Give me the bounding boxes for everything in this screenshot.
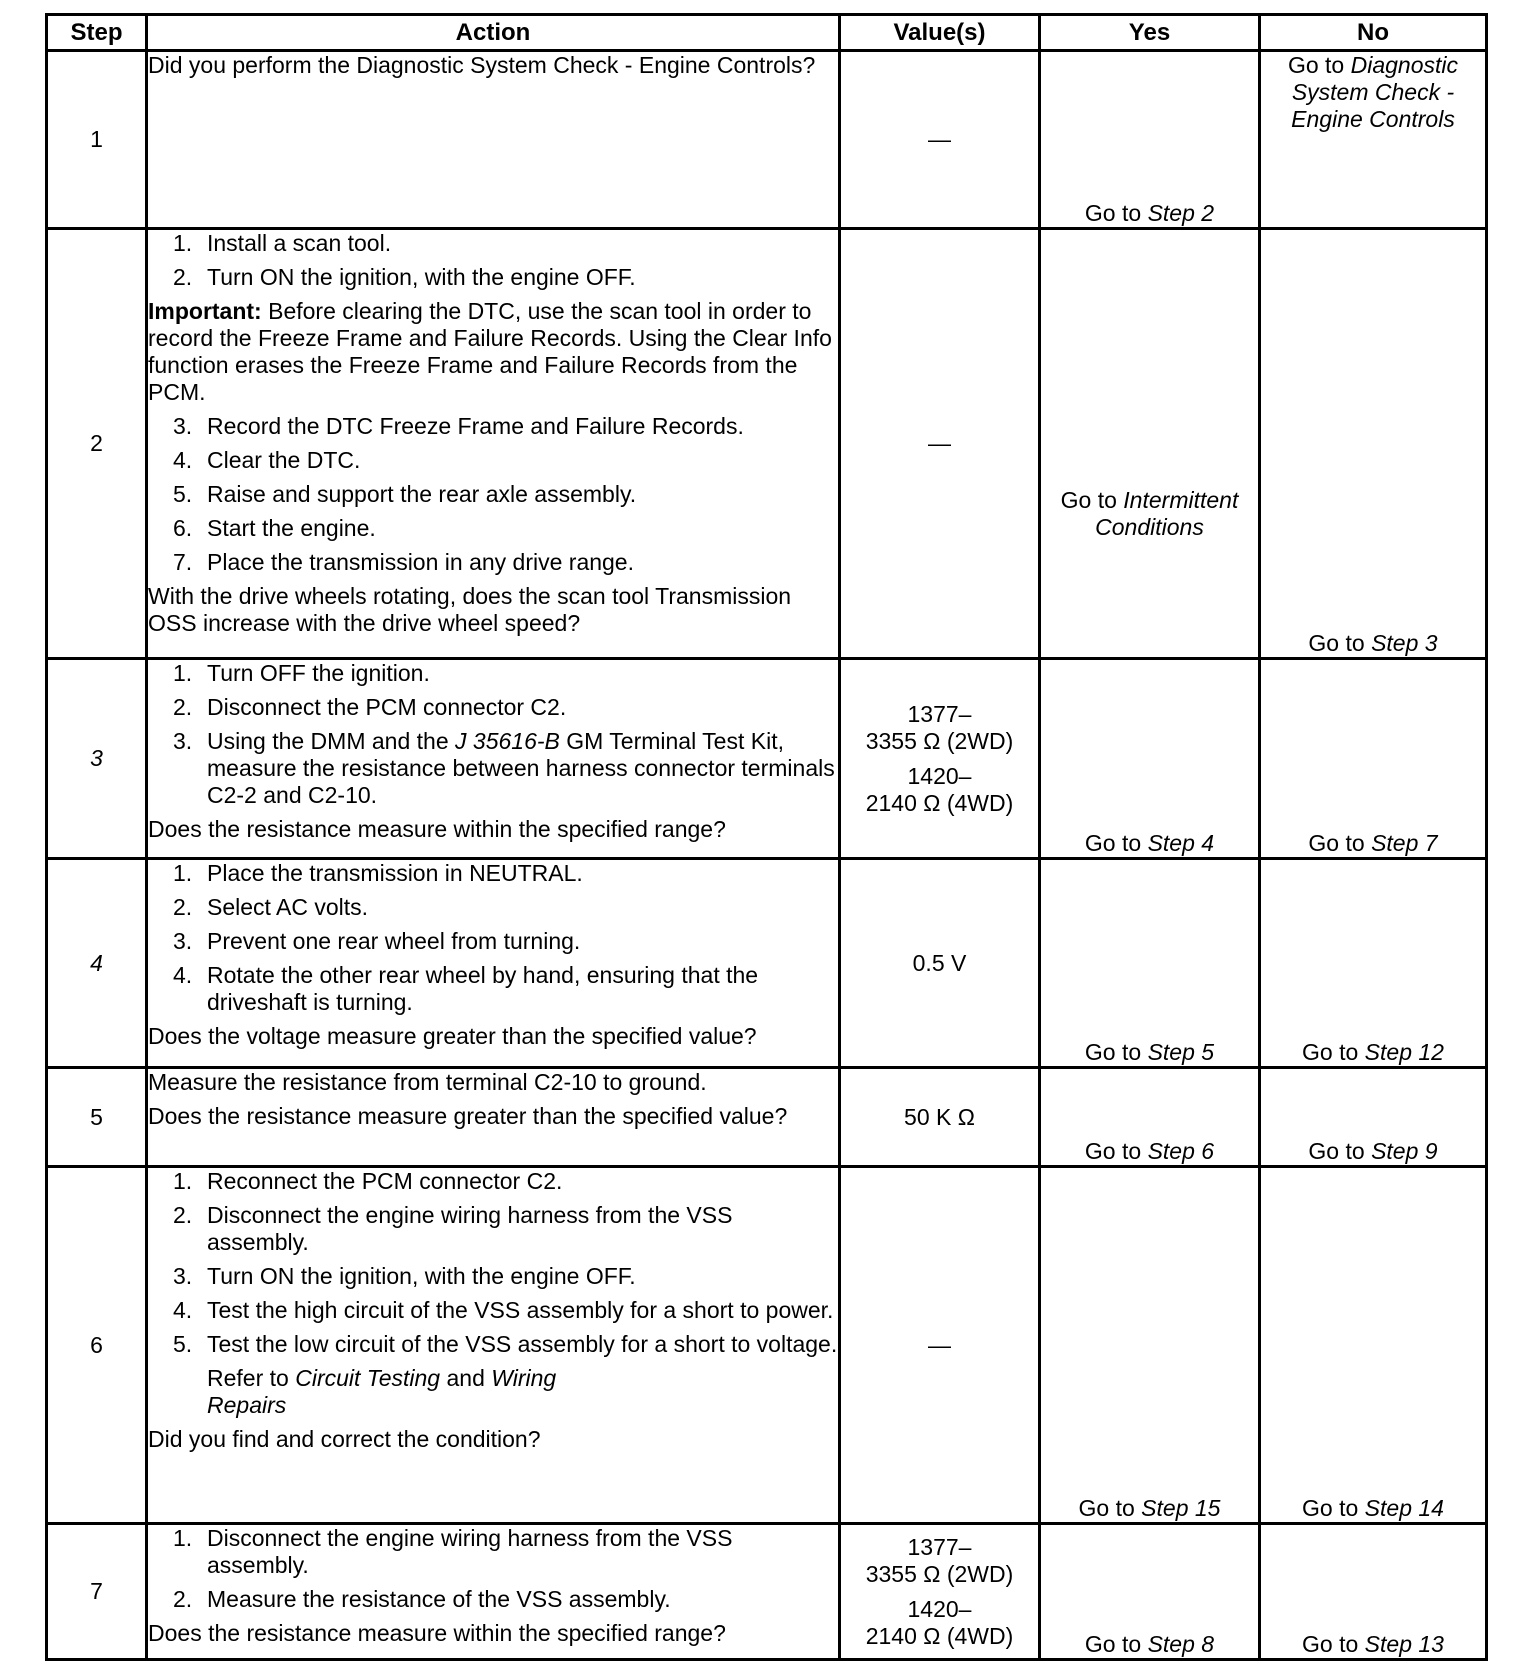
table-row-step-1 <box>47 51 1487 229</box>
important-text: Before clearing the DTC, use the scan tool in order to record the Freeze Frame and Failure Records. Using the Clear Info function erases the Freeze Frame and Failure Records from the PCM. <box>148 298 832 405</box>
no-link[interactable]: Step 7 <box>1371 830 1438 856</box>
step-list <box>148 1168 838 1358</box>
yes-link[interactable]: Step 6 <box>1147 1138 1215 1164</box>
step-number: 5 <box>47 1068 147 1167</box>
question-text: With the drive wheels rotating, does the scan tool Transmission OSS increase with the drive wheel speed? <box>148 583 792 636</box>
tool-reference: J 35616-B <box>455 728 560 754</box>
header-action: Action <box>147 15 840 51</box>
value-cell: 0.5 V <box>840 859 1040 1068</box>
yes-link[interactable]: Step 8 <box>1147 1631 1215 1657</box>
value-cell: — <box>840 51 1040 229</box>
step-list <box>148 660 838 809</box>
yes-link[interactable]: Step 5 <box>1147 1039 1215 1065</box>
step-number: 7 <box>47 1524 147 1660</box>
important-note <box>148 298 838 406</box>
question-text: Does the resistance measure within the specified range? <box>148 816 726 842</box>
yes-cell[interactable] <box>1040 859 1260 1068</box>
value-cell: 50 K Ω <box>840 1068 1040 1167</box>
value-cell: — <box>840 1167 1040 1524</box>
no-link[interactable]: Step 13 <box>1364 1631 1444 1657</box>
header-values: Value(s) <box>840 15 1040 51</box>
table-row-step-4 <box>47 859 1487 1068</box>
table-row-step-3 <box>47 659 1487 859</box>
value-cell: — <box>840 229 1040 659</box>
go-to-label: Go to <box>1084 830 1142 856</box>
header-step: Step <box>47 15 147 51</box>
step-number: 3 <box>47 659 147 859</box>
list-item: 3. Prevent one rear wheel from turning. <box>173 928 581 954</box>
go-to-label: Go to <box>1084 1631 1142 1657</box>
list-item: 1. Disconnect the engine wiring harness from the VSS assembly. <box>173 1525 733 1578</box>
action-cell <box>147 1167 840 1524</box>
yes-cell[interactable] <box>1040 229 1260 659</box>
go-to-label: Go to <box>1084 1039 1142 1065</box>
question-text: Does the voltage measure greater than the specified value? <box>148 1023 757 1049</box>
action-cell <box>147 1524 840 1660</box>
go-to-label: Go to <box>1308 830 1365 856</box>
table-row-step-6 <box>47 1167 1487 1524</box>
no-link[interactable]: Step 12 <box>1364 1039 1444 1065</box>
go-to-label: Go to <box>1084 1138 1142 1164</box>
list-item: 2. Disconnect the PCM connector C2. <box>173 694 567 720</box>
yes-cell[interactable] <box>1040 1524 1260 1660</box>
no-cell[interactable] <box>1260 1068 1487 1167</box>
yes-cell[interactable] <box>1040 659 1260 859</box>
action-cell <box>147 51 840 229</box>
instruction-text: Measure the resistance from terminal C2-10 to ground. <box>148 1069 707 1095</box>
list-item: 5. Test the low circuit of the VSS assembly for a short to voltage. <box>173 1331 838 1357</box>
circuit-testing-link[interactable]: Circuit Testing <box>295 1365 441 1391</box>
refer-note: Refer to Circuit Testing and Wiring Repairs <box>207 1365 557 1418</box>
list-item: 5. Raise and support the rear axle assembly. <box>173 481 637 507</box>
yes-cell[interactable] <box>1040 1167 1260 1524</box>
go-to-label: Go to <box>1302 1039 1359 1065</box>
step-list <box>148 413 838 576</box>
step-number: 6 <box>47 1167 147 1524</box>
go-to-label: Go to <box>1308 1138 1365 1164</box>
go-to-label: Go to <box>1302 1631 1359 1657</box>
list-item: 1. Place the transmission in NEUTRAL. <box>173 860 583 886</box>
header-row <box>47 15 1487 51</box>
go-to-label: Go to <box>1078 1495 1135 1521</box>
no-link[interactable]: Diagnostic System Check - Engine Controls <box>1291 52 1459 132</box>
yes-link[interactable]: Step 4 <box>1147 830 1215 856</box>
question-text: Did you perform the Diagnostic System Check - Engine Controls? <box>148 52 816 78</box>
diagnostic-table <box>45 13 1488 1661</box>
list-item: 4. Clear the DTC. <box>173 447 361 473</box>
step-number: 2 <box>47 229 147 659</box>
question-text: Does the resistance measure within the specified range? <box>148 1620 726 1646</box>
table-row-step-5 <box>47 1068 1487 1167</box>
action-cell <box>147 229 840 659</box>
list-item: 2. Disconnect the engine wiring harness from the VSS assembly. <box>173 1202 733 1255</box>
table-row-step-7 <box>47 1524 1487 1660</box>
go-to-label: Go to <box>1287 52 1345 78</box>
list-item: 1. Turn OFF the ignition. <box>173 660 430 686</box>
list-item: 3. Turn ON the ignition, with the engine OFF. <box>173 1263 636 1289</box>
no-link[interactable]: Step 14 <box>1364 1495 1444 1521</box>
list-item: 3. Record the DTC Freeze Frame and Failure Records. <box>173 413 744 439</box>
go-to-label: Go to <box>1084 200 1142 226</box>
yes-link[interactable]: Step 2 <box>1147 200 1215 226</box>
list-item: 7. Place the transmission in any drive range. <box>173 549 634 575</box>
list-item: 2. Turn ON the ignition, with the engine OFF. <box>173 264 636 290</box>
value-cell: 1377– 3355 Ω (2WD) 1420– 2140 Ω (4WD) <box>840 1524 1040 1660</box>
list-item: 2. Measure the resistance of the VSS assembly. <box>173 1586 671 1612</box>
question-text: Did you find and correct the condition? <box>148 1426 541 1452</box>
no-cell[interactable] <box>1260 229 1487 659</box>
step-number: 4 <box>47 859 147 1068</box>
header-no: No <box>1260 15 1487 51</box>
list-item: 1. Reconnect the PCM connector C2. <box>173 1168 563 1194</box>
list-item: 4. Rotate the other rear wheel by hand, ensuring that the driveshaft is turning. <box>173 962 759 1015</box>
action-cell <box>147 859 840 1068</box>
action-cell <box>147 1068 840 1167</box>
no-cell[interactable] <box>1260 659 1487 859</box>
no-link[interactable]: Step 9 <box>1371 1138 1438 1164</box>
step-list <box>148 230 838 291</box>
yes-cell[interactable] <box>1040 1068 1260 1167</box>
go-to-label: Go to <box>1308 630 1365 656</box>
step-list <box>148 1525 838 1613</box>
no-cell[interactable] <box>1260 1524 1487 1660</box>
go-to-label: Go to <box>1302 1495 1359 1521</box>
question-text: Does the resistance measure greater than the specified value? <box>148 1103 788 1129</box>
list-item: 3. Using the DMM and the J 35616-B GM Terminal Test Kit, measure the resistance between harness connector terminals C2-2 and C2-10. <box>173 728 835 808</box>
list-item: 2. Select AC volts. <box>173 894 369 920</box>
important-label: Important: <box>148 298 262 324</box>
header-yes: Yes <box>1040 15 1260 51</box>
wiring-repairs-link[interactable]: Wiring Repairs <box>207 1365 557 1418</box>
step-number: 1 <box>47 51 147 229</box>
list-item: 1. Install a scan tool. <box>173 230 392 256</box>
yes-link[interactable]: Intermittent Conditions <box>1095 486 1239 540</box>
table-row-step-2 <box>47 229 1487 659</box>
step-list <box>148 860 838 1016</box>
value-cell: 1377– 3355 Ω (2WD) 1420– 2140 Ω (4WD) <box>840 659 1040 859</box>
go-to-label: Go to <box>1060 486 1117 513</box>
list-item: 6. Start the engine. <box>173 515 376 541</box>
action-cell <box>147 659 840 859</box>
no-link[interactable]: Step 3 <box>1371 630 1438 656</box>
list-item: 4. Test the high circuit of the VSS assembly for a short to power. <box>173 1297 834 1323</box>
no-cell[interactable] <box>1260 1167 1487 1524</box>
no-cell[interactable] <box>1260 859 1487 1068</box>
yes-link[interactable]: Step 15 <box>1141 1495 1221 1521</box>
no-cell[interactable] <box>1260 51 1487 229</box>
yes-cell[interactable] <box>1040 51 1260 229</box>
